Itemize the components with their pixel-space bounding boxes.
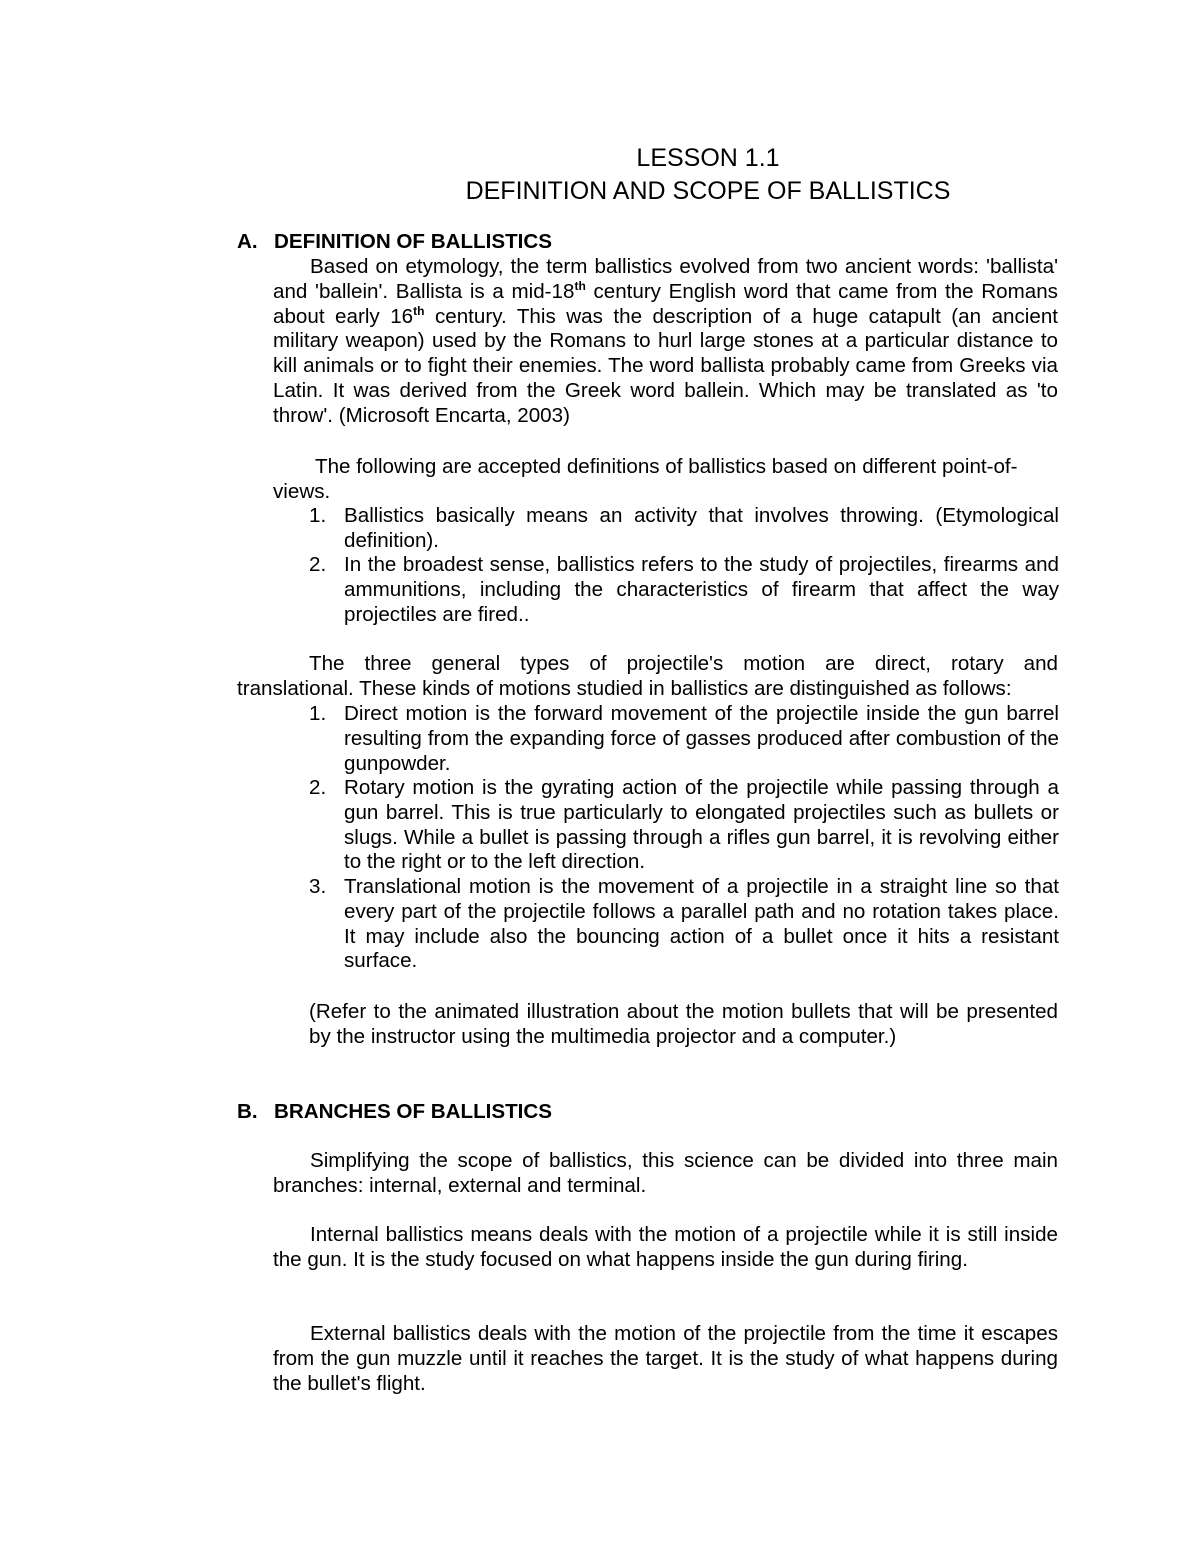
title-block [0,142,1200,208]
branches-text: Simplifying the scope of ballistics, this science can be divided into three main branches: internal, external and terminal. [273,1149,1058,1197]
section-b-heading [237,1100,552,1125]
section-a-heading [237,230,552,255]
list-text: Direct motion is the forward movement of the projectile inside the gun barrel resulting from the expanding force of gasses produced after combustion of the gunpowder. [344,702,1059,775]
external-ballistics-paragraph [273,1322,1058,1396]
list-text: Rotary motion is the gyrating action of the projectile while passing through a gun barrel. This is true particularly to elongated projectiles such as bullets or slugs. While a bullet is passing through a rifles gun barrel, it is revolving either to the right or to the left direction. [344,776,1059,874]
etymology-text-1: Based on etymology, the term ballistics evolved from two ancient words: 'ballista' and 'ballein'. Ballista is a mid-18 [273,255,1058,303]
instructor-note: (Refer to the animated illustration about the motion bullets that will be presented by the instructor using the multimedia projector and a computer.) [309,1000,1058,1048]
superscript-th-2: th [413,303,425,318]
list-text: Translational motion is the movement of a projectile in a straight line so that every part of the projectile follows a parallel path and no rotation takes place. It may include also the bouncing action of a bullet once it hits a resistant surface. [344,875,1059,973]
etymology-paragraph [273,255,1058,429]
definitions-intro-line1: The following are accepted definitions of ballistics based on different point-of- [315,455,1018,478]
lesson-title: DEFINITION AND SCOPE OF BALLISTICS [465,177,951,205]
motion-intro-line2: translational. These kinds of motions studied in ballistics are distinguished as follows: [237,677,1012,700]
section-b-title: BRANCHES OF BALLISTICS [274,1100,553,1123]
etymology-text-2: century English word that came from the Romans about early 16 [273,279,1058,328]
list-number: 1. [309,702,327,725]
section-a-title: DEFINITION OF BALLISTICS [274,230,553,253]
list-text: Ballistics basically means an activity that involves throwing. (Etymological definition). [344,504,1059,552]
section-a-letter: A. [237,230,258,253]
list-number: 2. [309,553,327,576]
superscript-th-1: th [574,278,586,293]
etymology-text-3: century. This was the description of a huge catapult (an ancient military weapon) used by the Romans to hurl large stones at a particular distance to kill animals or to fight their enemies. The word ballista probably came from Greeks via Latin. It was derived from the Greek word ballein. Which may be translated as 'to throw'. (Microsoft Encarta, 2003) [273,304,1058,427]
list-number: 1. [309,504,327,527]
list-number: 3. [309,875,327,898]
list-number: 2. [309,776,327,799]
external-ballistics-text: External ballistics deals with the motion of the projectile from the time it escapes from the gun muzzle until it reaches the target. It is the study of what happens during the bullet's flight. [273,1322,1058,1395]
lesson-number: LESSON 1.1 [636,144,780,172]
definitions-intro-line2: views. [273,480,331,503]
internal-ballistics-text: Internal ballistics means deals with the motion of a projectile while it is still inside the gun. It is the study focused on what happens inside the gun during firing. [273,1223,1058,1271]
list-text: In the broadest sense, ballistics refers to the study of projectiles, firearms and ammunitions, including the characteristics of firearm that affect the way projectiles are fired.. [344,553,1059,626]
branches-paragraph [273,1149,1058,1199]
internal-ballistics-paragraph [273,1223,1058,1273]
motion-intro-line1: The three general types of projectile's motion are direct, rotary and [309,652,1058,675]
section-b-letter: B. [237,1100,258,1123]
